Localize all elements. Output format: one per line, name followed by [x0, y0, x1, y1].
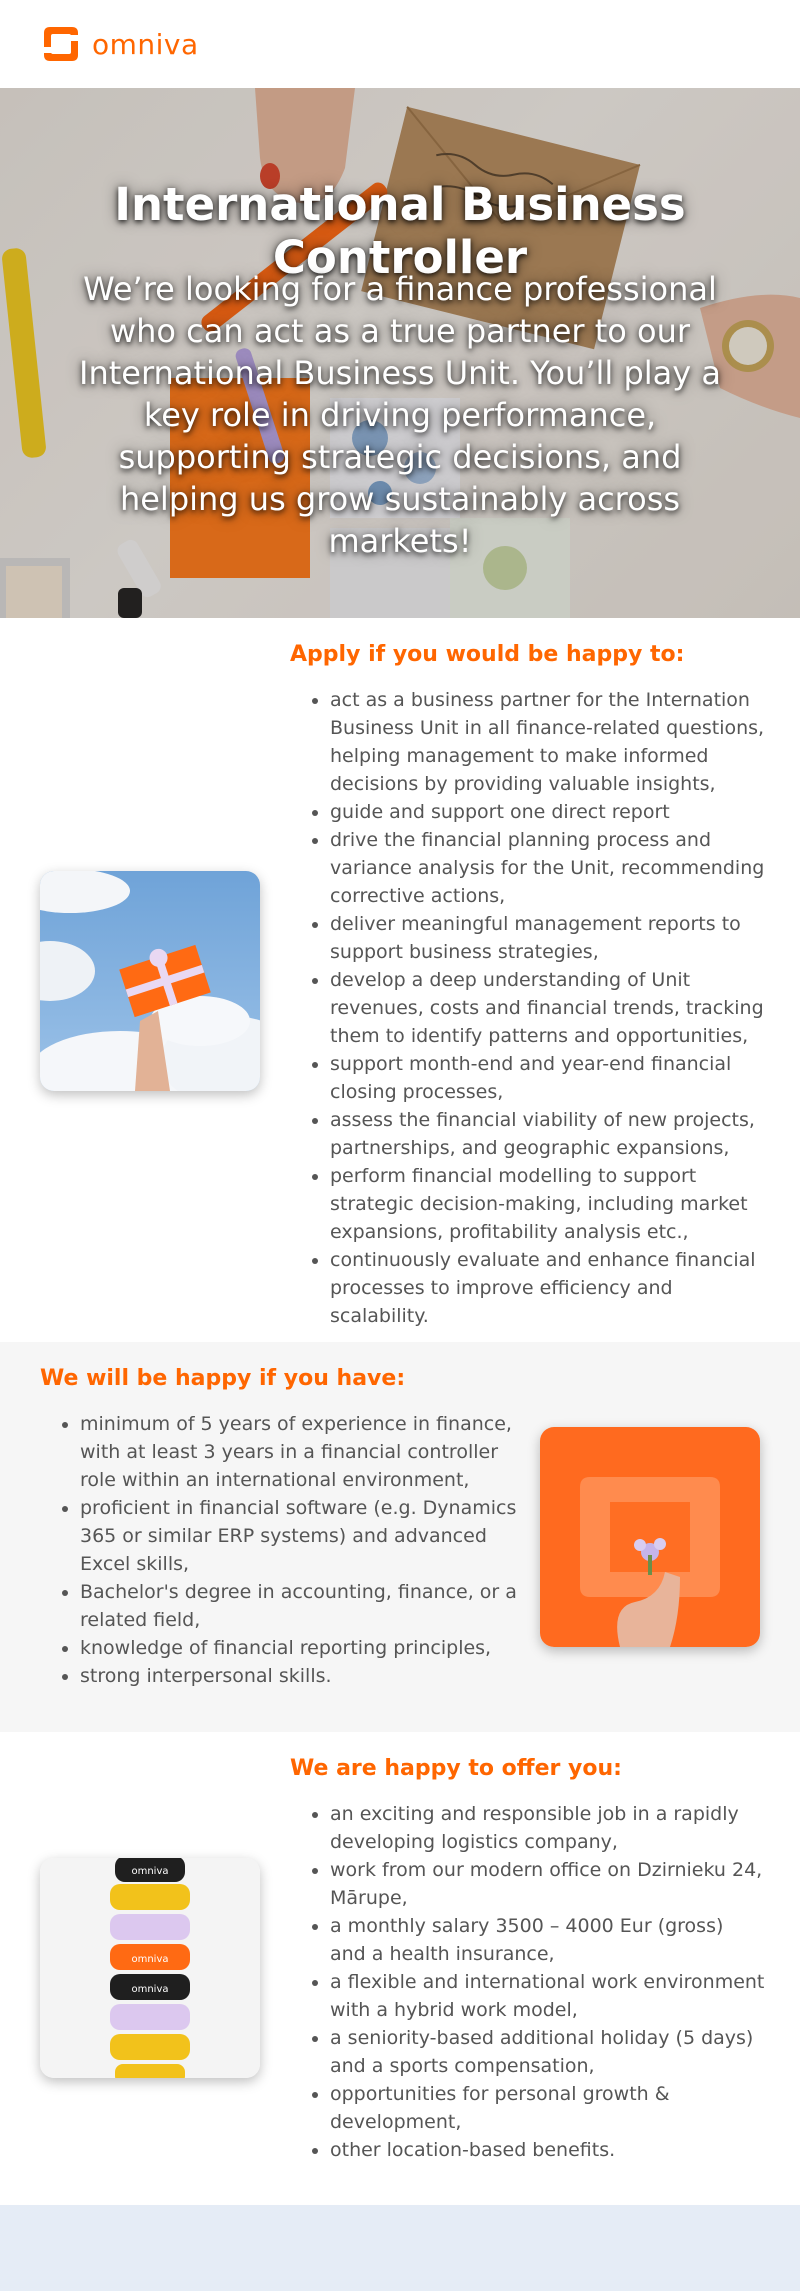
requirements-list [40, 1410, 520, 1690]
list-item: • opportunities for personal growth & development, [330, 2080, 765, 2136]
offer-section [0, 1732, 800, 2205]
offer-list [290, 1800, 765, 2164]
job-title: International Business Controller [114, 178, 686, 284]
list-item: • continuously evaluate and enhance financial processes to improve efficiency and scalability. [330, 1246, 765, 1330]
apply-section [0, 618, 800, 1342]
list-item: • knowledge of financial reporting principles, [80, 1634, 520, 1662]
list-item: • develop a deep understanding of Unit revenues, costs and financial trends, tracking them to identify patterns and opportunities, [330, 966, 765, 1050]
candy-photo [40, 1858, 260, 2078]
list-item: • other location-based benefits. [330, 2136, 765, 2164]
list-item: • work from our modern office on Dzirnieku 24, Mārupe, [330, 1856, 765, 1912]
list-item: • minimum of 5 years of experience in finance, with at least 3 years in a financial controller role within an international environment, [80, 1410, 520, 1494]
offer-title: We are happy to offer you: [290, 1756, 622, 1781]
brand-name: omniva [92, 27, 199, 61]
list-item: • Bachelor's degree in accounting, finance, or a related field, [80, 1578, 520, 1634]
list-item: • assess the financial viability of new projects, partnerships, and geographic expansions, [330, 1106, 765, 1162]
list-item: • proficient in financial software (e.g. Dynamics 365 or similar ERP systems) and advanced Excel skills, [80, 1494, 520, 1578]
list-item: • a flexible and international work environment with a hybrid work model, [330, 1968, 765, 2024]
candy-wrapper-text: omniva [131, 1984, 169, 1995]
gift-in-sky-photo [40, 871, 260, 1091]
gift-in-sky-image [40, 871, 260, 1091]
list-item: • drive the financial planning process and variance analysis for the Unit, recommending corrective actions, [330, 826, 765, 910]
list-item: • strong interpersonal skills. [80, 1662, 520, 1690]
footer-band [0, 2205, 800, 2291]
list-item: • a monthly salary 3500 – 4000 Eur (gross) and a health insurance, [330, 1912, 765, 1968]
omniva-logo-icon [40, 23, 82, 65]
flower-on-finger-photo [540, 1427, 760, 1647]
apply-list [290, 686, 765, 1330]
candy-wrapper-text: omniva [131, 1954, 169, 1965]
candy-image [40, 1858, 260, 2078]
flower-on-finger-image [540, 1427, 760, 1647]
list-item: • deliver meaningful management reports to support business strategies, [330, 910, 765, 966]
candy-wrapper-text: omniva [131, 1866, 169, 1877]
list-item: • guide and support one direct report [330, 798, 765, 826]
apply-title: Apply if you would be happy to: [290, 642, 685, 667]
requirements-title: We will be happy if you have: [40, 1366, 406, 1391]
omniva-logo[interactable] [40, 23, 199, 65]
list-item: • support month-end and year-end financial closing processes, [330, 1050, 765, 1106]
hero-banner [0, 88, 800, 618]
list-item: • act as a business partner for the Internation Business Unit in all finance-related questions, helping management to make informed decisions by providing valuable insights, [330, 686, 765, 798]
list-item: • a seniority-based additional holiday (5 days) and a sports compensation, [330, 2024, 765, 2080]
requirements-section [0, 1342, 800, 1732]
list-item: • an exciting and responsible job in a rapidly developing logistics company, [330, 1800, 765, 1856]
list-item: • perform financial modelling to support strategic decision-making, including market expansions, profitability analysis etc., [330, 1162, 765, 1246]
page-header [0, 0, 800, 88]
hero-subtitle: We’re looking for a finance professional who can act as a true partner to our International Business Unit. You’ll play a key role in driving performance, supporting strategic decisions, and helping us grow sustainably across markets! [79, 270, 721, 560]
